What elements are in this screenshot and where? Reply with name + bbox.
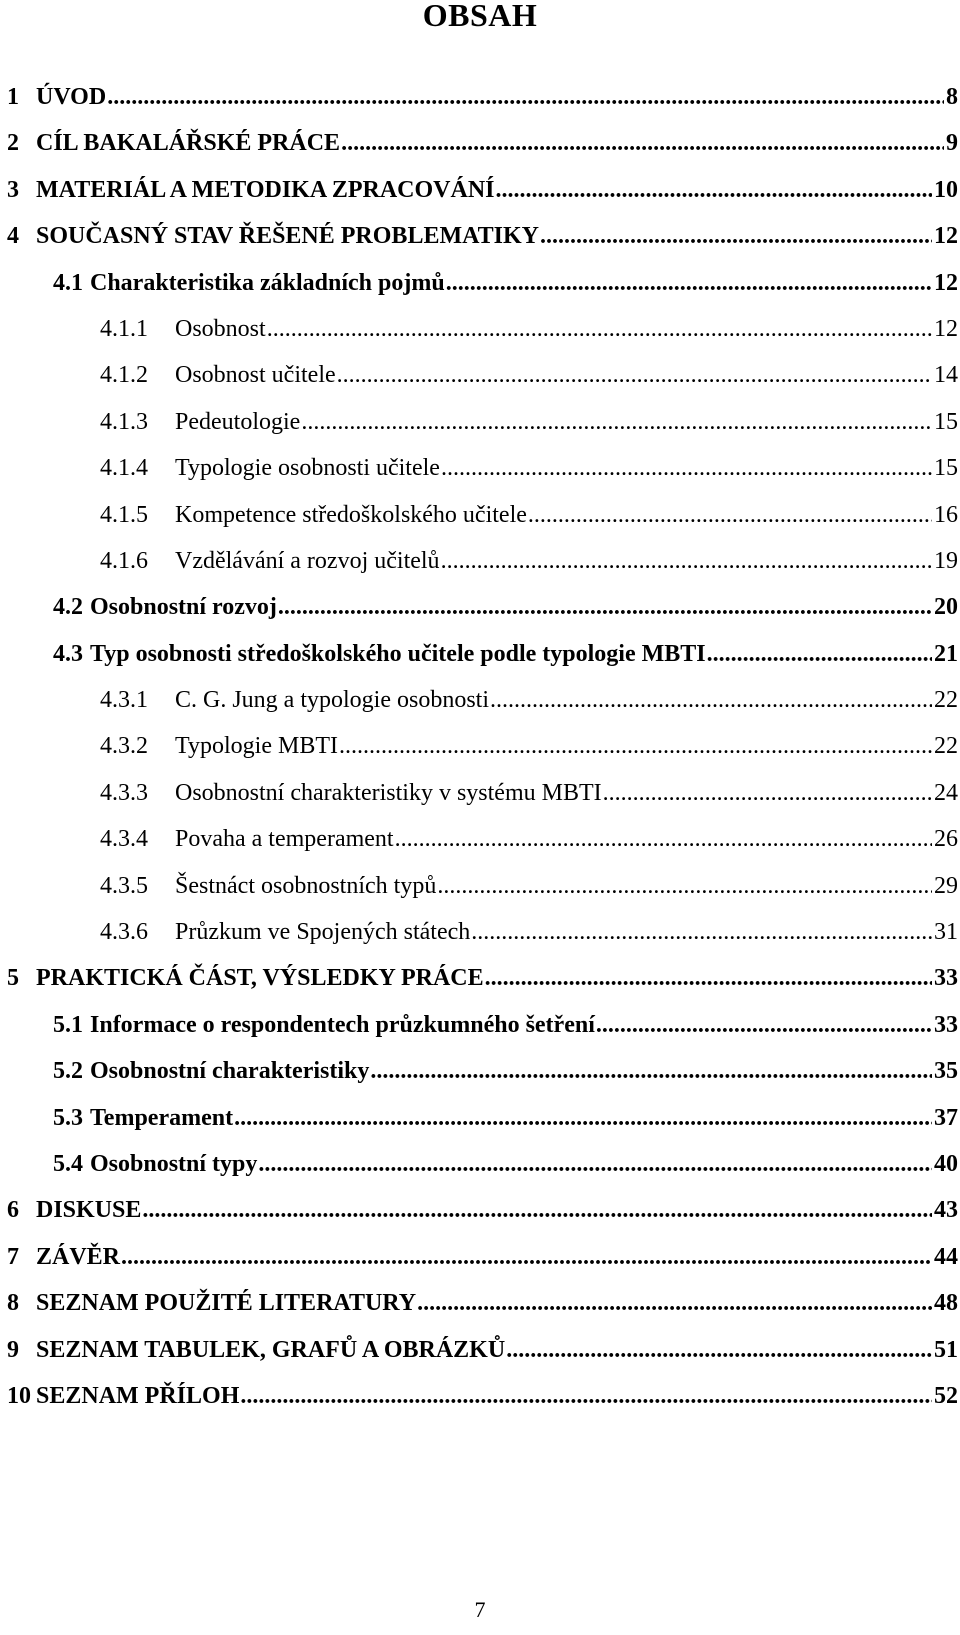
- dot-leader: [496, 167, 932, 213]
- toc-entry-row: [100, 399, 958, 445]
- dot-leader: [337, 352, 932, 398]
- toc-entry-label: MATERIÁL A METODIKA ZPRACOVÁNÍ: [36, 176, 495, 203]
- dot-leader: [107, 74, 944, 120]
- toc-entry-label: Vzdělávání a rozvoj učitelů: [175, 547, 440, 574]
- toc-entry-page: 12: [934, 315, 958, 342]
- dot-leader: [603, 770, 932, 816]
- toc-entry-number: 4.1.2: [100, 362, 148, 389]
- dot-leader: [485, 955, 932, 1001]
- toc-entry-page: 40: [934, 1150, 958, 1177]
- toc-entry-label: Typologie MBTI: [175, 733, 338, 760]
- toc-entry-page: 8: [946, 84, 958, 110]
- dot-leader: [142, 1187, 932, 1233]
- toc-entry[interactable]: [0, 260, 960, 306]
- toc-entry-page: 35: [934, 1058, 958, 1085]
- toc-entry-page: 52: [934, 1382, 958, 1409]
- dot-leader: [540, 213, 932, 259]
- toc-entry-number: 5.2: [53, 1058, 83, 1085]
- toc-entry-row: [100, 445, 958, 491]
- toc-entry-row: [53, 1141, 958, 1187]
- toc-entry-page: 12: [934, 269, 958, 296]
- toc-entry-label: PRAKTICKÁ ČÁST, VÝSLEDKY PRÁCE: [36, 965, 484, 992]
- toc-entry-number: 4.2: [53, 594, 83, 621]
- toc-entry-label: Charakteristika základních pojmů: [90, 269, 445, 296]
- toc-entry-label: Osobnost učitele: [175, 362, 336, 389]
- toc-entry[interactable]: [0, 213, 960, 259]
- toc-entry-label: Temperament: [90, 1104, 234, 1131]
- toc-entry[interactable]: [0, 816, 960, 862]
- toc-entry-label: C. G. Jung a typologie osobnosti: [175, 687, 490, 714]
- toc-entry-page: 20: [934, 594, 958, 621]
- toc-entry-label: Osobnostní charakteristiky: [90, 1058, 370, 1085]
- toc-entry-row: [7, 955, 958, 1001]
- toc-entry-label: Pedeutologie: [175, 408, 301, 435]
- dot-leader: [341, 120, 944, 166]
- toc-entry-page: 16: [934, 501, 958, 528]
- toc-entry-row: [100, 909, 958, 955]
- dot-leader: [370, 1048, 932, 1094]
- toc-entry-row: [53, 584, 958, 630]
- toc-entry-label: Typ osobnosti středoškolského učitele podle typologie MBTI: [90, 640, 706, 667]
- toc-entry-label: SEZNAM POUŽITÉ LITERATURY: [36, 1290, 417, 1317]
- toc-entry-page: 43: [934, 1197, 958, 1224]
- toc-entry-row: [7, 167, 958, 213]
- toc-entry-number: 5.4: [53, 1150, 83, 1177]
- toc-entry-number: 4.3.4: [100, 826, 148, 853]
- toc-entry-page: 9: [946, 130, 958, 157]
- toc-entry-page: 14: [934, 362, 958, 389]
- toc-entry-row: [100, 816, 958, 862]
- toc-entry-row: [100, 492, 958, 538]
- toc-entry-number: 4.3.6: [100, 919, 148, 946]
- toc-entry-page: 15: [934, 408, 958, 435]
- dot-leader: [528, 492, 932, 538]
- toc-entry-number: 4.3: [53, 640, 83, 667]
- toc-entry-number: 4.1.3: [100, 408, 148, 435]
- dot-leader: [339, 723, 932, 769]
- toc-entry-number: 4.3.1: [100, 687, 148, 714]
- toc-entry[interactable]: [0, 631, 960, 677]
- toc-entry-row: [53, 1002, 958, 1048]
- toc-entry[interactable]: [0, 1141, 960, 1187]
- toc-entry-row: [7, 1234, 958, 1280]
- toc-entry-row: [7, 1327, 958, 1373]
- toc-entry-row: [7, 213, 958, 259]
- toc-entry-label: Povaha a temperament: [175, 826, 394, 853]
- toc-entry-page: 51: [934, 1336, 958, 1363]
- toc-entry-row: [7, 120, 958, 166]
- toc-entry[interactable]: [0, 909, 960, 955]
- toc-entry-number: 1: [7, 84, 19, 110]
- dot-leader: [278, 584, 932, 630]
- toc-entry-number: 8: [7, 1290, 19, 1317]
- toc-entry-row: [53, 1048, 958, 1094]
- dot-leader: [417, 1280, 932, 1326]
- toc-entry-label: Typologie osobnosti učitele: [175, 455, 440, 482]
- toc-entry-label: Osobnostní typy: [90, 1150, 258, 1177]
- toc-entry-label: ZÁVĚR: [36, 1243, 121, 1270]
- toc-entry-number: 7: [7, 1243, 19, 1270]
- toc-entry-page: 31: [934, 919, 958, 946]
- toc-entry-number: 6: [7, 1197, 19, 1224]
- toc-entry[interactable]: [0, 1187, 960, 1233]
- dot-leader: [490, 677, 932, 723]
- page-number: 7: [474, 1597, 486, 1622]
- toc-entry-row: [7, 1280, 958, 1326]
- toc-entry-number: 4.3.3: [100, 779, 148, 806]
- toc-entry-number: 2: [7, 130, 19, 157]
- toc-entry-label: Šestnáct osobnostních typů: [175, 872, 437, 899]
- toc-entry-row: [100, 863, 958, 909]
- toc-entry-number: 4: [7, 223, 19, 250]
- toc-entry-row: [100, 723, 958, 769]
- toc-entry[interactable]: [0, 1373, 960, 1419]
- toc-entry-page: 12: [934, 223, 958, 250]
- dot-leader: [234, 1095, 932, 1141]
- toc-entry-number: 5: [7, 965, 19, 992]
- toc-entry[interactable]: [0, 1095, 960, 1141]
- toc-entry[interactable]: [0, 1234, 960, 1280]
- dot-leader: [395, 816, 932, 862]
- toc-entry-page: 37: [934, 1104, 958, 1131]
- dot-leader: [258, 1141, 932, 1187]
- toc-entry-row: [100, 306, 958, 352]
- dot-leader: [301, 399, 932, 445]
- toc-entry-page: 48: [934, 1290, 958, 1317]
- toc-entry-number: 4.1.5: [100, 501, 148, 528]
- toc-entry-label: SOUČASNÝ STAV ŘEŠENÉ PROBLEMATIKY: [36, 223, 540, 250]
- dot-leader: [121, 1234, 932, 1280]
- dot-leader: [506, 1327, 932, 1373]
- table-of-contents: [0, 74, 960, 1419]
- toc-entry-number: 3: [7, 176, 19, 203]
- toc-entry[interactable]: [0, 74, 960, 120]
- dot-leader: [267, 306, 932, 352]
- toc-entry[interactable]: [0, 1280, 960, 1326]
- toc-entry-row: [53, 631, 958, 677]
- toc-entry[interactable]: [0, 1327, 960, 1373]
- page-title: OBSAH: [422, 0, 538, 33]
- toc-entry-page: 26: [934, 826, 958, 853]
- dot-leader: [596, 1002, 932, 1048]
- toc-entry[interactable]: [0, 1002, 960, 1048]
- toc-entry-page: 24: [934, 779, 958, 806]
- toc-entry-number: 5.1: [53, 1011, 83, 1038]
- toc-entry-label: Informace o respondentech průzkumného šetření: [90, 1011, 595, 1038]
- toc-entry-label: SEZNAM TABULEK, GRAFŮ A OBRÁZKŮ: [36, 1336, 506, 1363]
- toc-entry[interactable]: [0, 492, 960, 538]
- toc-entry-number: 10: [7, 1382, 31, 1409]
- toc-entry[interactable]: [0, 863, 960, 909]
- toc-entry-row: [100, 677, 958, 723]
- toc-entry[interactable]: [0, 399, 960, 445]
- toc-entry-number: 4.1.1: [100, 315, 148, 342]
- toc-entry-label: SEZNAM PŘÍLOH: [36, 1382, 240, 1409]
- toc-entry-page: 19: [934, 547, 958, 574]
- toc-entry[interactable]: [0, 167, 960, 213]
- dot-leader: [446, 260, 932, 306]
- toc-entry-row: [100, 352, 958, 398]
- toc-entry-page: 10: [934, 176, 958, 203]
- toc-entry-number: 4.3.5: [100, 872, 148, 899]
- toc-entry-row: [53, 1095, 958, 1141]
- dot-leader: [707, 631, 932, 677]
- toc-entry-label: Osobnostní rozvoj: [90, 594, 277, 621]
- dot-leader: [441, 445, 932, 491]
- toc-entry-page: 22: [934, 733, 958, 760]
- toc-entry-number: 4.1.6: [100, 547, 148, 574]
- toc-entry-number: 4.3.2: [100, 733, 148, 760]
- toc-entry-page: 29: [934, 872, 958, 899]
- toc-entry-page: 44: [934, 1243, 958, 1270]
- toc-entry[interactable]: [0, 584, 960, 630]
- toc-entry-page: 15: [934, 455, 958, 482]
- toc-entry-label: Průzkum ve Spojených státech: [175, 919, 471, 946]
- dot-leader: [471, 909, 932, 955]
- toc-entry-label: Kompetence středoškolského učitele: [175, 501, 527, 528]
- toc-entry-row: [100, 538, 958, 584]
- toc-entry[interactable]: [0, 770, 960, 816]
- toc-entry-page: 21: [934, 640, 958, 667]
- dot-leader: [437, 863, 932, 909]
- toc-entry-row: [7, 74, 958, 120]
- toc-entry[interactable]: [0, 352, 960, 398]
- toc-entry-row: [53, 260, 958, 306]
- toc-entry-page: 33: [934, 965, 958, 992]
- toc-entry-number: 9: [7, 1336, 19, 1363]
- toc-entry-label: DISKUSE: [36, 1197, 142, 1224]
- toc-entry[interactable]: [0, 955, 960, 1001]
- toc-entry-page: 22: [934, 687, 958, 714]
- toc-entry[interactable]: [0, 677, 960, 723]
- toc-entry-label: CÍL BAKALÁŘSKÉ PRÁCE: [36, 130, 341, 157]
- toc-entry[interactable]: [0, 538, 960, 584]
- dot-leader: [441, 538, 932, 584]
- toc-entry[interactable]: [0, 723, 960, 769]
- toc-entry-page: 33: [934, 1011, 958, 1038]
- dot-leader: [240, 1373, 932, 1419]
- toc-entry-number: 4.1.4: [100, 455, 148, 482]
- toc-entry[interactable]: [0, 306, 960, 352]
- toc-entry[interactable]: [0, 1048, 960, 1094]
- toc-entry-row: [7, 1373, 958, 1419]
- toc-entry-number: 4.1: [53, 269, 83, 296]
- toc-entry-label: Osobnost: [175, 315, 266, 342]
- toc-entry-row: [100, 770, 958, 816]
- toc-entry-label: ÚVOD: [36, 84, 107, 110]
- toc-entry-label: Osobnostní charakteristiky v systému MBTI: [175, 779, 602, 806]
- toc-entry[interactable]: [0, 120, 960, 166]
- toc-entry[interactable]: [0, 445, 960, 491]
- toc-entry-number: 5.3: [53, 1104, 83, 1131]
- toc-entry-row: [7, 1187, 958, 1233]
